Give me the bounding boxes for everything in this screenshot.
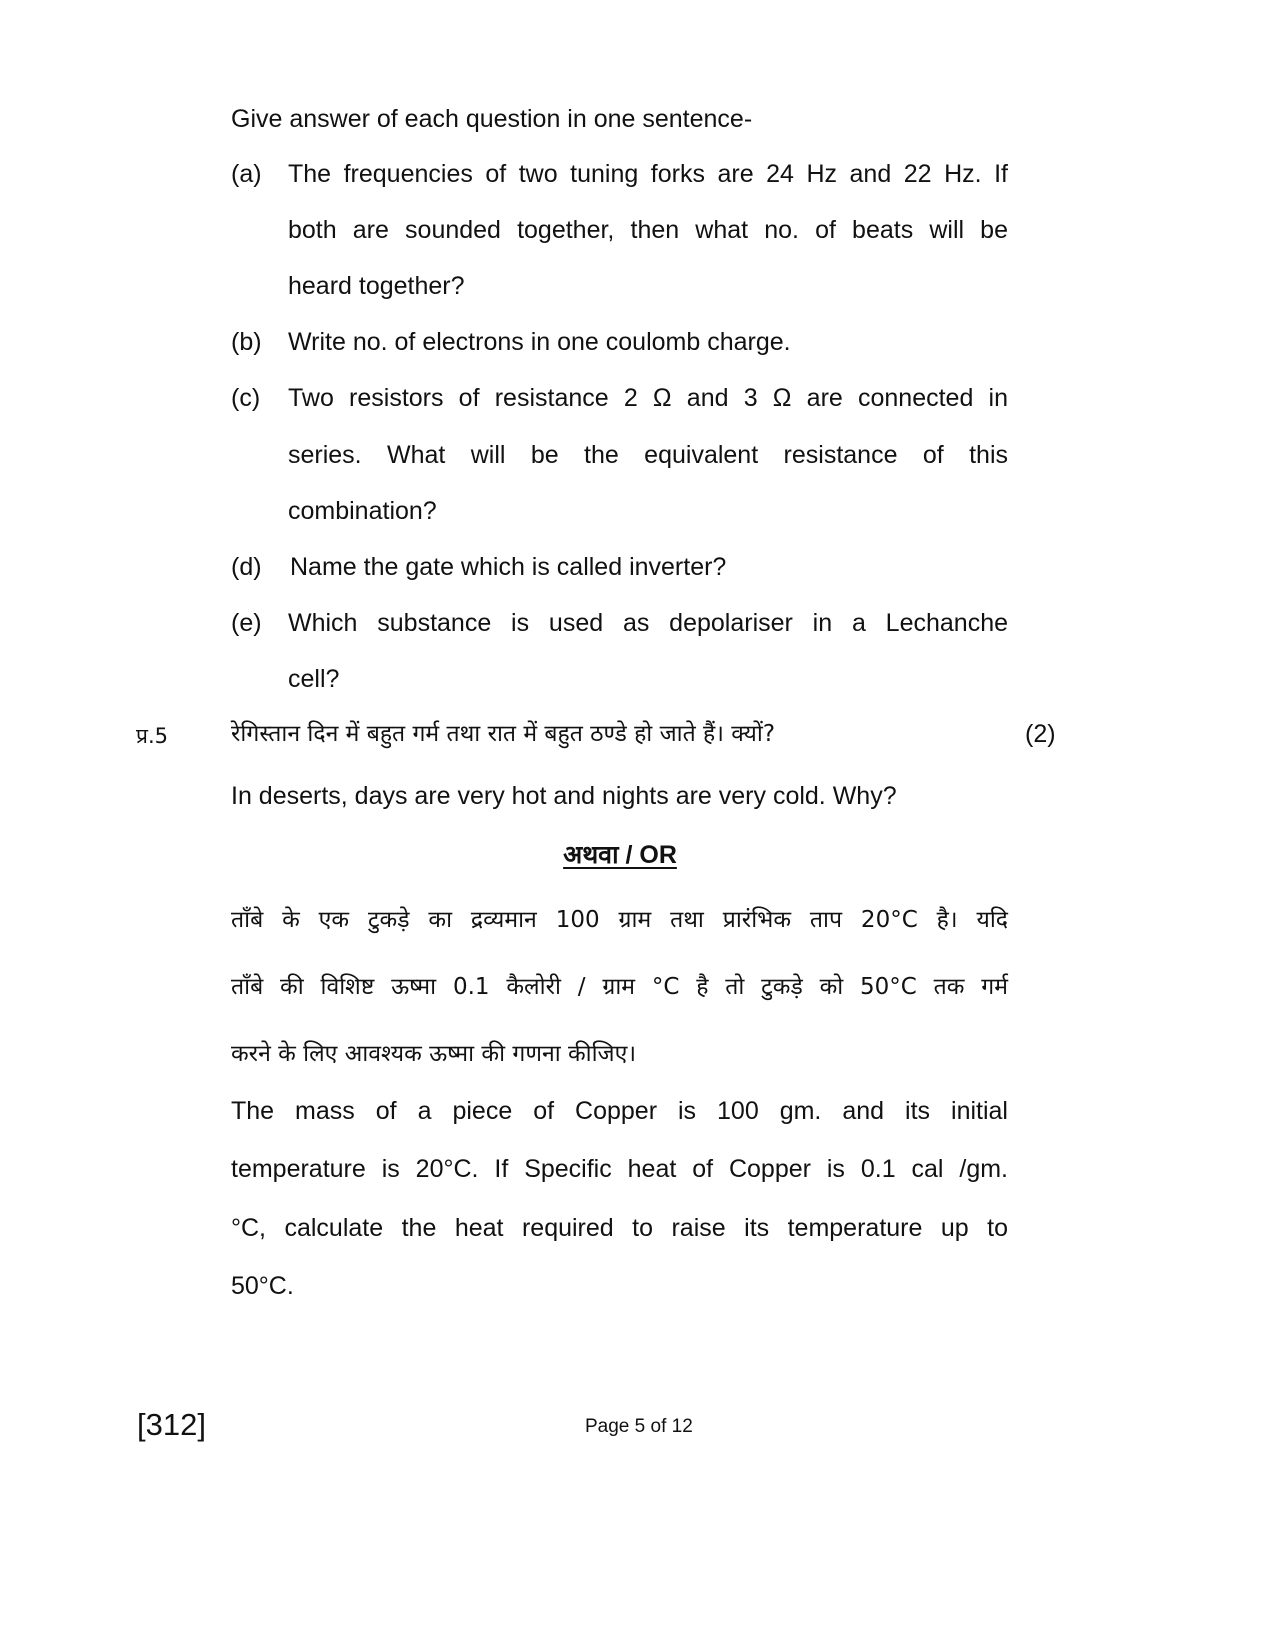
or-heading-text: अथवा / OR: [563, 841, 677, 869]
alt-hindi-line-3: करने के लिए आवश्यक ऊष्मा की गणना कीजिए।: [231, 1041, 637, 1067]
item-c-label: (c): [231, 384, 261, 412]
question-5-english: In deserts, days are very hot and nights are very cold. Why?: [231, 782, 897, 810]
item-b-label: (b): [231, 328, 262, 356]
item-e-label: (e): [231, 609, 262, 637]
item-a-text: [288, 159, 1008, 301]
item-a-line-1: The frequencies of two tuning forks are 24 Hz and 22 Hz. If: [288, 160, 1008, 188]
item-a-label: (a): [231, 160, 262, 188]
question-5-hindi: रेगिस्तान दिन में बहुत गर्म तथा रात में बहुत ठण्डे हो जाते हैं। क्यों?: [231, 721, 776, 747]
alt-hindi-line-2: ताँबे की विशिष्ट ऊष्मा 0.1 कैलोरी / ग्राम °C है तो टुकड़े को 50°C तक गर्म: [231, 974, 1008, 1000]
item-e-line-1: Which substance is used as depolariser in a Lechanche: [288, 609, 1008, 637]
item-c-line-1: Two resistors of resistance 2 Ω and 3 Ω are connected in: [288, 384, 1008, 412]
alt-hindi-line-1: ताँबे के एक टुकड़े का द्रव्यमान 100 ग्राम तथा प्रारंभिक ताप 20°C है। यदि: [231, 907, 1008, 933]
item-b-text: Write no. of electrons in one coulomb charge.: [288, 328, 791, 356]
instruction-text: Give answer of each question in one sentence-: [231, 105, 753, 133]
item-e-line-2: cell?: [288, 665, 340, 693]
page-number: Page 5 of 12: [585, 1416, 693, 1437]
item-d-text: Name the gate which is called inverter?: [290, 553, 727, 581]
item-c-line-2: series. What will be the equivalent resistance of this: [288, 441, 1008, 469]
question-5-number: प्र.5: [136, 724, 168, 748]
item-c-text: [288, 383, 1008, 526]
or-heading: [0, 840, 1240, 870]
item-a-line-3: heard together?: [288, 272, 465, 300]
item-d-label: (d): [231, 553, 262, 581]
item-c-line-3: combination?: [288, 497, 437, 525]
alt-english-line-3: °C, calculate the heat required to raise its temperature up to: [231, 1214, 1008, 1242]
paper-code: [312]: [137, 1407, 206, 1442]
item-a-line-2: both are sounded together, then what no. of beats will be: [288, 216, 1008, 244]
question-5-marks: (2): [1025, 720, 1056, 748]
alt-english-line-1: The mass of a piece of Copper is 100 gm. and its initial: [231, 1097, 1008, 1125]
alt-english-line-4: 50°C.: [231, 1272, 294, 1300]
alt-english-line-2: temperature is 20°C. If Specific heat of Copper is 0.1 cal /gm.: [231, 1155, 1008, 1183]
item-e-text: [288, 608, 1008, 694]
